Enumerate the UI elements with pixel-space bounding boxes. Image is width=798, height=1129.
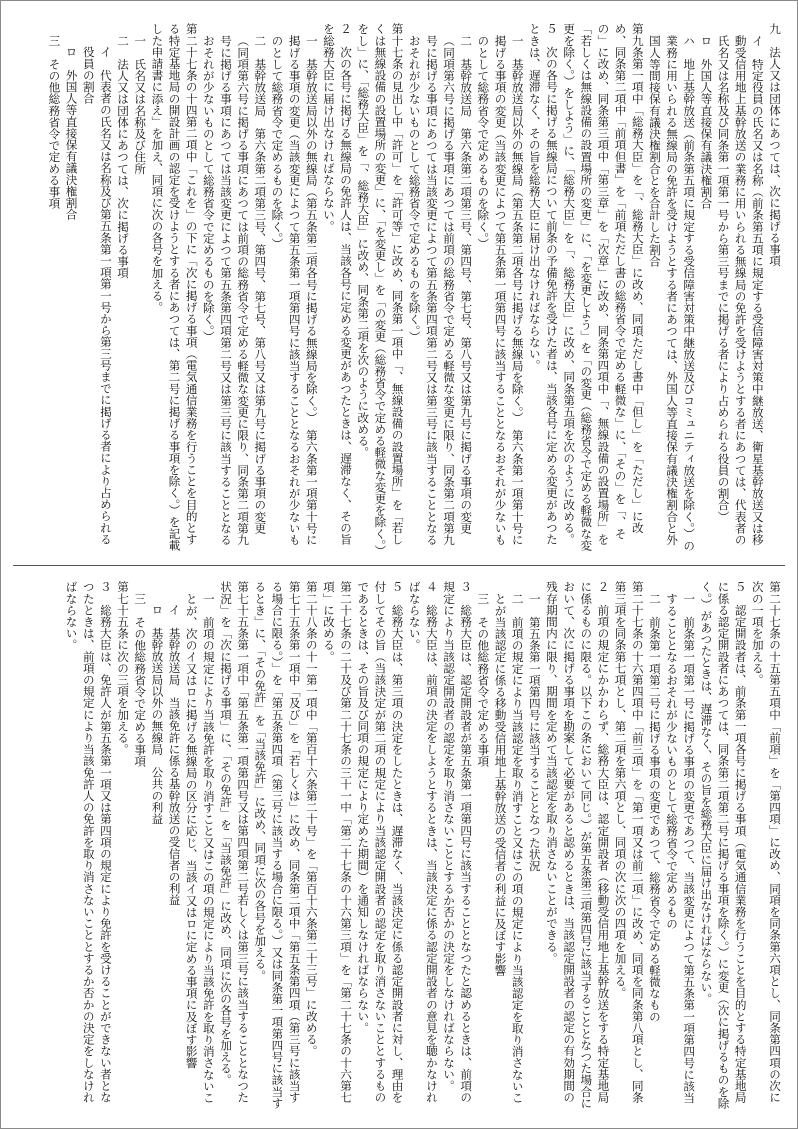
lower-text-block: [15, 581, 783, 1111]
paragraph: 一 第五条第一項第四号に該当することとなつた状況: [527, 592, 542, 871]
paragraph: 一 前条第一項第一号に掲げる事項の変更であつて、当該変更によつて第五条第一項第四号に該当することとなるおそれが少ないものとして総務省令で定めるもの: [665, 592, 697, 1103]
paragraph: 一 氏名又は名称及び住所: [133, 34, 148, 174]
paragraph: 三 その他総務省令で定める事項: [476, 592, 491, 767]
paragraph: ２ 前項の規定にかかわらず、総務大臣は、認定開設者（移動受信用地上基幹放送をする特定基地局に係るものに限る。以下この条において同じ。）が第五条第三項第四号に該当することとなつた場合において、次に掲げる事項を勘案して必要があると認めるときは、当該認定開設者の認定の有効期間の残存期間内に限り、期間を定めて当該認定を取り消さないことができる。: [544, 581, 611, 1109]
paragraph: 第二十七条の十四第二項中「これを」の下に「次に掲げる事項（電気通信業務を行うことを目的とする特定基地局の開設計画の認定を受けようとする者にあつては、第二号に掲げる事項を除く。）を記載した申請書に添え」を加え、同項に次の各号を加える。: [150, 23, 199, 551]
upper-text-block: [15, 23, 783, 551]
paragraph: 第七十五条第一項中「及び」を「若しくは」に改め、同条第二項中「第五条第四項（第三号に該当する場合に限る。）」を「第五条第四項（第三号に該当する場合に限る。）又は同条第一項第四号に該当するとき」に、「その免許」を「当該免許」に改め、同項に次の各号を加える。: [253, 581, 302, 1109]
paragraph: 二 基幹放送局 第六条第二項第三号、第四号、第七号、第八号又は第九号に掲げる事項の変更（同項第六号に掲げる事項にあつては前項の総務省令で定める軽微な変更に限り、同条第二項第九号に掲げる事項にあつては当該変更によつて第五条第四項第二号又は第三号に該当することとなるおそれが少ないものとして総務省令で定めるものを除く。）: [201, 34, 268, 545]
paragraph: ロ 外国人等直接保有議決権割合: [699, 34, 714, 209]
paragraph: ５ 次の各号に掲げる無線局について前条の予備免許を受けた者は、当該各号に定める変更があつたときは、遅滞なく、その旨を総務大臣に届け出なければならない。: [527, 23, 559, 545]
paragraph: 第二十七条の二十及び第二十七条の三十一中「第二十七条の十六第三項」を「第二十七条の十六第七項」に改める。: [321, 581, 354, 1103]
paragraph: 第二十八条の十一第一項中「第百十六条第二十号」を「第百十六条第二十三号」に改める。: [304, 581, 319, 1057]
paragraph: 二 前条第一項第二号に掲げる事項の変更であつて、総務省令で定める軽微なもの: [647, 592, 662, 1022]
paragraph: イ 特定役員の氏名又は名称（前条第五項に規定する受信障害対策中継放送、衛星基幹放送又は移動受信用地上基幹放送の業務に用いられる無線局の免許を受けようとする者にあつては、代表者の氏名又は名称及び同条第一項第一号から第三号までに掲げる者により占められる役員の割合）: [716, 34, 765, 545]
paragraph: 第九条第一項中「総務大臣」を「、総務大臣」に改め、同項ただし書中「但し」を「ただし」に改め、同条第二項中「前項但書」を「前項ただし書の総務省令で定める軽微な」に、「その」を「、その」に改め、同条第三項中「第三章」を「次章」に改め、同条第四項中「、無線設備の設置場所」を「若しくは無線設備の設置場所の変更」に、「を変更しよう」を「の変更（総務省令で定める軽微な変更を除く。）をしよう」に、「総務大臣」を「、総務大臣」に改め、同条第五項を次のように改める。: [562, 23, 645, 551]
paragraph: 第二十七条の十五第五項中「前項」を「第四項」に改め、同項を同条第六項とし、同条第四項の次に次の一項を加える。: [750, 581, 782, 1103]
paragraph: ロ 基幹放送局以外の無線局 公共の利益: [150, 604, 165, 825]
paragraph: ５ 認定開設者は、前条第一項各号に掲げる事項（電気通信業務を行うことを目的とする特定基地局に係る認定開設者にあつては、同条第二項第二号に掲げる事項を除く。）に変更（次に掲げるものを除く。）があつたときは、遅滞なく、その旨を総務大臣に届け出なければならない。: [699, 581, 748, 1109]
paragraph: 第十七条の見出し中「許可」を「許可等」に改め、同条第一項中「、無線設備の設置場所」を「若しくは無線設備の設置場所の変更」に、「を変更し」を「の変更（総務省令で定める軽微な変更を除く。）をし」に、「総務大臣」を「、総務大臣」に改め、同条第二項を次のように改める。: [356, 23, 405, 551]
paragraph: 二 法人又は団体にあつては、次に掲げる事項: [116, 34, 131, 279]
paragraph: ３ 総務大臣は、免許人が第五条第一項又は第四項の規定により免許を受けることができない者となつたときは、前項の規定により当該免許人の免許を取り消さないこととするか否かの決定をしなければならない。: [64, 581, 113, 1103]
paragraph: ４ 総務大臣は、前項の決定をしようとするときは、当該決定に係る認定開設者の意見を聴かなければならない。: [407, 581, 439, 1103]
paragraph: 第二十七条の十六第四項中「前三項」を「第一項又は前二項」に改め、同項を同条第八項とし、同条第三項を同条第七項とし、第二項を第六項とし、同項の次に次の四項を加える。: [613, 581, 645, 1103]
section-divider: [13, 565, 785, 566]
paragraph: 三 その他総務省令で定める事項: [133, 592, 148, 767]
paragraph: ハ 地上基幹放送（前条第五項に規定する受信障害対策中継放送及びコミュニティ放送を除く。）の業務に用いられる無線局の免許を受けようとする者にあつては、外国人等直接保有議決権割合と外国人等間接保有議決権割合とを合計した割合: [647, 34, 697, 551]
paragraph: ５ 総務大臣は、第三項の決定をしたときは、遅滞なく、当該決定に係る認定開設者に対し、理由を付してその旨（当該決定が第二項の規定により当該認定開設者の認定を取り消さないこととするものであるときは、その旨及び同項の規定により定めた期間）を通知しなければならない。: [356, 581, 405, 1103]
paragraph: イ 代表者の氏名又は名称及び第五条第一項第一号から第三号までに掲げる者により占められる役員の割合: [81, 46, 113, 545]
paragraph: 三 その他総務省令で定める事項: [47, 34, 62, 209]
paragraph: 九 法人又は団体にあつては、次に掲げる事項: [768, 23, 782, 267]
paragraph: 二 基幹放送局 第六条第二項第三号、第四号、第七号、第八号又は第九号に掲げる事項の変更（同項第六号に掲げる事項にあつては前項の総務省令で定める軽微な変更に限り、同条第二項第九号に掲げる事項にあつては当該変更によつて第五条第四項第二号又は第三号に該当することとなるおそれが少ないものとして総務省令で定めるものを除く。）: [407, 34, 474, 545]
paragraph: 一 基幹放送局以外の無線局（第五条第二項各号に掲げる無線局を除く。） 第六条第一項第十号に掲げる事項の変更（当該変更によつて第五条第一項第四号に該当することとなるおそれが少ないものとして総務省令で定めるものを除く。）: [476, 34, 525, 545]
paragraph: イ 基幹放送局 当該免許に係る基幹放送の受信者の利益: [167, 604, 182, 906]
paragraph: 二 前項の規定により当該認定を取り消すこと又はこの項の規定により当該認定を取り消さないことが当該認定に係る移動受信用地上基幹放送の受信者の利益に及ぼす影響: [493, 592, 525, 1103]
paragraph: 第七十五条に次の三項を加える。: [116, 581, 131, 755]
paragraph: 一 前項の規定により当該免許を取り消すこと又はこの項の規定により当該免許を取り消さないことが、次のイ又はロに掲げる無線局の区分に応じ、当該イ又はロに定める事項に及ぼす影響: [184, 592, 216, 1103]
paragraph: ロ 外国人等直接保有議決権割合: [64, 46, 79, 221]
paragraph: 第七十五条第一項中「第五条第一項第四号又は第四項第二号若しくは第三号に該当することとなつた状況」を「次に掲げる事項」に、「その免許」を「当該免許」に改め、同項に次の各号を加える。: [219, 581, 251, 1103]
paragraph: ２ 次の各号に掲げる無線局の免許人は、当該各号に定める変更があつたときは、遅滞なく、その旨を総務大臣に届け出なければならない。: [321, 23, 354, 545]
paragraph: 一 基幹放送局以外の無線局（第五条第二項各号に掲げる無線局を除く。） 第六条第一項第十号に掲げる事項の変更（当該変更によつて第五条第一項第四号に該当することとなるおそれが少ないものとして総務省令で定めるものを除く。）: [270, 34, 319, 545]
paragraph: ３ 総務大臣は、認定開設者が第五条第一項第四号に該当することとなつたと認めるときは、前項の規定により当該認定開設者の認定を取り消さないこととするか否かの決定をしなければならない。: [442, 581, 474, 1103]
